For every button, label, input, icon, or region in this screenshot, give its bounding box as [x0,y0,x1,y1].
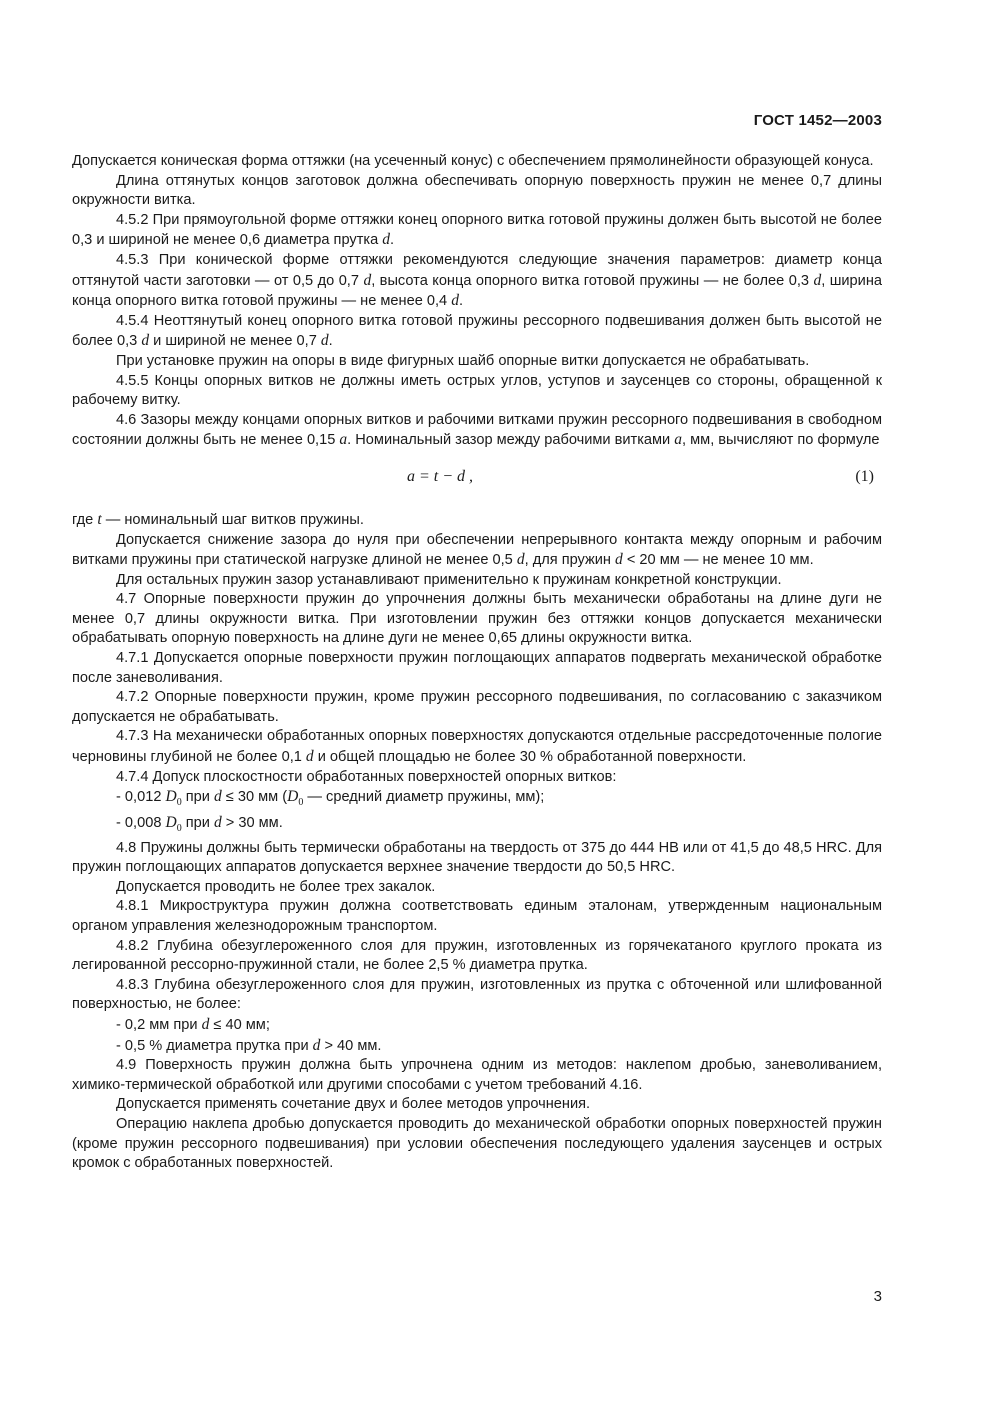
paragraph: - 0,012 $D_0$ при d ≤ 30 мм ($D_0$ — средний диаметр пружины, мм); [116,788,545,809]
paragraph: 4.8.3 Глубина обезуглероженного слоя для пружин, изготовленных из прутка с обточенной или шлифованной поверхностью, не более: [72,976,882,1013]
paragraph: 4.7.4 Допуск плоскостности обработанных поверхностей опорных витков: [116,768,617,785]
paragraph: Длина оттянутых концов заготовок должна обеспечивать опорную поверхность пружин не менее 0,7 длины окружности витка. [72,172,882,209]
page-number: 3 [873,1288,882,1305]
paragraph: - 0,2 мм при d ≤ 40 мм; [116,1015,270,1033]
paragraph: 4.7.3 На механически обработанных опорных поверхностях допускаются отдельные рассредоточенные пологие черновины глубиной не более 0,1 d и общей площадью не более 30 % обработанной поверхности. [72,728,882,766]
paragraph: 4.8.2 Глубина обезуглероженного слоя для пружин, изготовленных из горячекатаного круглого проката из легированной рессорно-пружинной стали, не более 2,5 % диаметра прутка. [72,937,882,974]
document-header: ГОСТ 1452—2003 [753,112,882,129]
paragraph: 4.9 Поверхность пружин должна быть упрочнена одним из методов: наклепом дробью, заневоливанием, химико-термической обработкой или другими способами с учетом требований 4.16. [72,1057,882,1093]
formula-number: (1) [855,467,874,485]
paragraph: 4.8.1 Микроструктура пружин должна соответствовать единым эталонам, утвержденным национальным органом управления железнодорожным транспортом. [72,898,882,934]
paragraph: 4.5.5 Концы опорных витков не должны иметь острых углов, уступов и заусенцев со стороны, обращенной к рабочему витку. [72,372,882,409]
paragraph: Допускается снижение зазора до нуля при обеспечении непрерывного контакта между опорным и рабочим витками пружины при статической нагрузке длиной не менее 0,5 d, для пружин d < 20 мм — не менее 10 мм. [72,531,882,569]
paragraph: 4.5.3 При конической форме оттяжки рекомендуются следующие значения параметров: диаметр конца оттянутой части заготовки — от 0,5 до 0,7 d, высота конца опорного витка готовой пружины — не более 0,3 d, ширина конца опорного витка готовой пружины — не менее 0,4 d. [72,251,883,310]
paragraph: 4.7.2 Опорные поверхности пружин, кроме пружин рессорного подвешивания, по согласованию с заказчиком допускается не обрабатывать. [72,689,882,725]
document-body [72,152,882,1174]
paragraph: 4.7 Опорные поверхности пружин до упрочнения должны быть механически обработаны на длине дуги не менее 0,7 длины окружности витка. При изготовлении пружин без оттяжки концов допускается механически обрабатывать опорную поверхность на длине дуги не менее 0,65 длины окружности витка. [72,591,882,647]
paragraph: - 0,5 % диаметра прутка при d > 40 мм. [116,1036,382,1054]
text-block-before-formula [72,152,882,451]
paragraph: 4.5.4 Неоттянутый конец опорного витка готовой пружины рессорного подвешивания должен быть высотой не более 0,3 d и шириной не менее 0,7 d. [72,312,882,350]
paragraph: 4.5.2 При прямоугольной форме оттяжки конец опорного витка готовой пружины должен быть высотой не более 0,3 и шириной не менее 0,6 диаметра прутка d. [72,211,882,249]
paragraph: где t — номинальный шаг витков пружины. [72,510,364,528]
paragraph: Допускается проводить не более трех закалок. [116,878,436,895]
paragraph: 4.8 Пружины должны быть термически обработаны на твердость от 375 до 444 НВ или от 41,5 до 48,5 HRC. Для пружин поглощающих аппаратов допускается верхнее значение твердости до 50,5 HRC. [72,839,882,876]
paragraph: Для остальных пружин зазор устанавливают применительно к пружинам конкретной конструкции. [116,571,782,588]
formula-1 [72,461,882,501]
text-block-after-formula [72,510,882,1174]
paragraph: Допускается коническая форма оттяжки (на усеченный конус) с обеспечением прямолинейности образующей конуса. [72,153,874,169]
paragraph: 4.6 Зазоры между концами опорных витков и рабочими витками пружин рессорного подвешивания в свободном состоянии должны быть не менее 0,15 a. Номинальный зазор между рабочими витками a, мм, вычисляют по формуле [72,411,882,449]
paragraph: При установке пружин на опоры в виде фигурных шайб опорные витки допускается не обрабатывать. [116,352,810,369]
paragraph: Допускается применять сочетание двух и более методов упрочнения. [116,1096,591,1113]
paragraph: - 0,008 $D_0$ при d > 30 мм. [116,813,283,834]
formula-expression: a = t − d , [407,467,474,485]
paragraph: 4.7.1 Допускается опорные поверхности пружин поглощающих аппаратов подвергать механической обработке после заневоливания. [72,650,882,686]
paragraph: Операцию наклепа дробью допускается проводить до механической обработки опорных поверхностей пружин (кроме пружин рессорного подвешивания) при условии обеспечения последующего удаления заусенцев и острых кромок с обработанных поверхностей. [72,1115,882,1172]
